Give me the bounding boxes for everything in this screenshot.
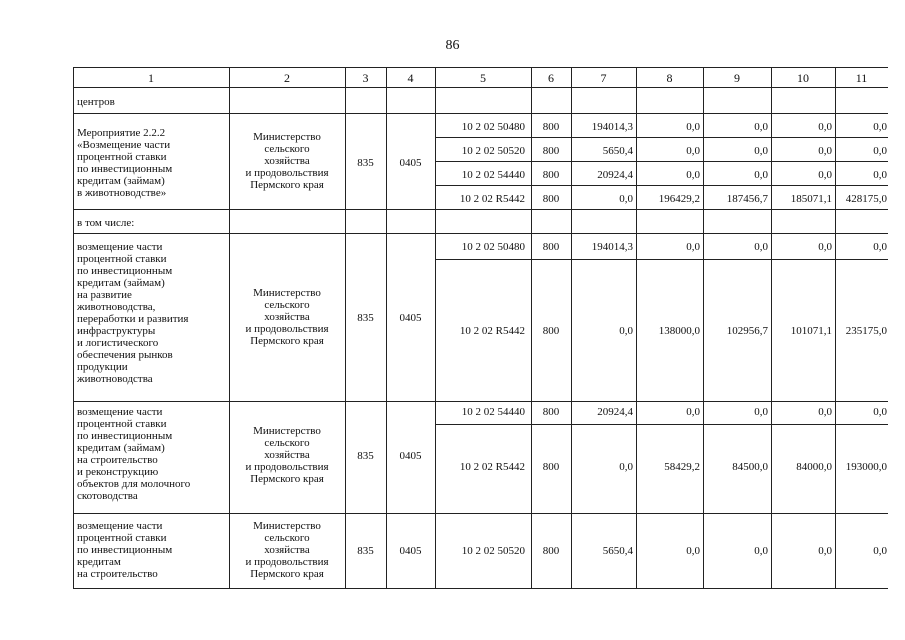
sub2-row-2-c10: 84000,0 <box>796 461 832 473</box>
sub2-row-2-c8: 58429,2 <box>664 461 700 473</box>
measure-ministry: сельского <box>264 143 310 155</box>
measure-row-1-c10: 0,0 <box>818 121 832 133</box>
measure-row-1-c8: 0,0 <box>686 121 700 133</box>
sub2-name: скотоводства <box>77 490 138 502</box>
header-cell-7: 7 <box>600 71 607 85</box>
measure-row-3-c10: 0,0 <box>818 169 832 181</box>
sub1-name: и логистического <box>77 337 159 349</box>
sub2-col4: 0405 <box>399 450 422 462</box>
header-cell-6: 6 <box>548 71 554 85</box>
measure-row-3-c9: 0,0 <box>754 169 768 181</box>
sub2-name: процентной ставки <box>77 418 167 430</box>
header-cell-3: 3 <box>362 71 369 85</box>
measure-row-3-c6: 800 <box>542 169 560 181</box>
measure-row-4-c11: 428175,0 <box>845 193 887 205</box>
sub3-name: возмещение части <box>77 520 163 532</box>
column-border <box>345 67 346 589</box>
sub3-name: по инвестиционным <box>77 544 173 556</box>
measure-row-2-c6: 800 <box>542 145 560 157</box>
measure-col3: 835 <box>357 157 374 169</box>
measure-row-2-c8: 0,0 <box>686 145 700 157</box>
sub1-row-2-c8: 138000,0 <box>658 325 700 337</box>
sub1-name: животноводства, <box>77 301 156 313</box>
sub2-row-1-c9: 0,0 <box>754 406 768 418</box>
measure-row-4-c7: 0,0 <box>619 193 633 205</box>
sub2-col3: 835 <box>357 450 374 462</box>
sub1-ministry: хозяйства <box>264 311 310 323</box>
measure-row-3-c7: 20924,4 <box>597 169 633 181</box>
sub3-row-1-c6: 800 <box>542 545 560 557</box>
measure-row-2-code: 10 2 02 50520 <box>461 145 525 157</box>
sub1-row-2-c6: 800 <box>542 325 560 337</box>
sub1-ministry: Пермского края <box>250 335 324 347</box>
sub3-ministry: сельского <box>264 532 310 544</box>
measure-row-3-c11: 0,0 <box>873 169 887 181</box>
measure-row-4-code: 10 2 02 R5442 <box>459 193 525 205</box>
header-cell-11: 11 <box>855 71 868 85</box>
header-cell-4: 4 <box>407 71 414 85</box>
measure-name: процентной ставки <box>77 151 167 163</box>
sub1-name: по инвестиционным <box>77 265 173 277</box>
sub1-row-2-c11: 235175,0 <box>845 325 887 337</box>
header-top-rule <box>73 67 888 68</box>
measure-ministry: Пермского края <box>250 179 324 191</box>
measure-row-1-c9: 0,0 <box>754 121 768 133</box>
sub2-row-2-c6: 800 <box>542 461 560 473</box>
measure-name: в животноводстве» <box>77 187 167 199</box>
sub1-row-1-c8: 0,0 <box>686 241 700 253</box>
measure-name: Мероприятие 2.2.2 <box>77 127 166 139</box>
measure-row-4-c9: 187456,7 <box>726 193 768 205</box>
sub3-name: на строительство <box>77 568 158 580</box>
sub2-row-1-c8: 0,0 <box>686 406 700 418</box>
row-rule <box>73 209 888 210</box>
sub1-row-1-c9: 0,0 <box>754 241 768 253</box>
sub3-row-1-code: 10 2 02 50520 <box>461 545 525 557</box>
sub1-ministry: Министерство <box>253 287 321 299</box>
sub3-ministry: Министерство <box>253 520 321 532</box>
sub1-name: возмещение части <box>77 241 163 253</box>
sub1-row-1-c10: 0,0 <box>818 241 832 253</box>
sub3-row-1-c11: 0,0 <box>873 545 887 557</box>
sub2-row-1-c10: 0,0 <box>818 406 832 418</box>
sub2-ministry: хозяйства <box>264 449 310 461</box>
subrow-rule <box>435 185 888 186</box>
subrow-rule <box>435 259 888 260</box>
sub3-name: процентной ставки <box>77 532 167 544</box>
sub1-name: переработки и развития <box>77 313 189 325</box>
measure-ministry: Министерство <box>253 131 321 143</box>
sub3-row-1-c8: 0,0 <box>686 545 700 557</box>
column-border <box>73 67 74 589</box>
sub2-row-2-c7: 0,0 <box>619 461 633 473</box>
measure-row-1-c6: 800 <box>542 121 560 133</box>
measure-row-4-c8: 196429,2 <box>658 193 700 205</box>
sub1-row-2-c7: 0,0 <box>619 325 633 337</box>
budget-table <box>73 67 888 589</box>
including-text: в том числе: <box>77 217 135 229</box>
sub2-ministry: сельского <box>264 437 310 449</box>
sub1-row-2-c9: 102956,7 <box>726 325 768 337</box>
header-cell-8: 8 <box>666 71 673 85</box>
sub2-row-1-c11: 0,0 <box>873 406 887 418</box>
measure-row-3-code: 10 2 02 54440 <box>461 169 525 181</box>
sub3-col3: 835 <box>357 545 374 557</box>
sub1-col3: 835 <box>357 312 374 324</box>
sub1-col4: 0405 <box>399 312 422 324</box>
header-cell-9: 9 <box>734 71 740 85</box>
table-bottom-rule <box>73 588 888 589</box>
sub2-name: кредитам (займам) <box>77 442 165 454</box>
measure-row-1-code: 10 2 02 50480 <box>461 121 525 133</box>
sub2-ministry: и продовольствия <box>245 461 329 473</box>
sub1-name: инфраструктуры <box>77 325 156 337</box>
measure-row-4-c10: 185071,1 <box>790 193 832 205</box>
measure-row-3-c8: 0,0 <box>686 169 700 181</box>
header-cell-10: 10 <box>797 71 809 85</box>
sub1-name: процентной ставки <box>77 253 167 265</box>
sub1-name: продукции <box>77 361 128 373</box>
measure-row-2-c7: 5650,4 <box>602 145 633 157</box>
header-cell-5: 5 <box>480 71 486 85</box>
sub2-ministry: Пермского края <box>250 473 324 485</box>
sub2-name: объектов для молочного <box>77 478 191 490</box>
sub2-name: по инвестиционным <box>77 430 173 442</box>
measure-ministry: хозяйства <box>264 155 310 167</box>
sub2-name: на строительство <box>77 454 158 466</box>
row-rule <box>73 401 888 402</box>
sub2-name: и реконструкцию <box>77 466 159 478</box>
sub3-ministry: хозяйства <box>264 544 310 556</box>
sub2-row-2-c9: 84500,0 <box>732 461 768 473</box>
measure-row-2-c9: 0,0 <box>754 145 768 157</box>
row-rule <box>73 513 888 514</box>
sub1-ministry: и продовольствия <box>245 323 329 335</box>
sub2-row-2-code: 10 2 02 R5442 <box>459 461 525 473</box>
sub3-col4: 0405 <box>399 545 422 557</box>
sub1-row-1-code: 10 2 02 50480 <box>461 241 525 253</box>
sub1-name: на развитие <box>77 289 132 301</box>
measure-row-4-c6: 800 <box>542 193 560 205</box>
header-cell-2: 2 <box>284 71 290 85</box>
subrow-rule <box>435 161 888 162</box>
sub1-row-2-code: 10 2 02 R5442 <box>459 325 525 337</box>
measure-row-2-c11: 0,0 <box>873 145 887 157</box>
sub1-name: кредитам (займам) <box>77 277 165 289</box>
sub1-name: обеспечения рынков <box>77 349 173 361</box>
sub2-name: возмещение части <box>77 406 163 418</box>
sub3-row-1-c7: 5650,4 <box>602 545 633 557</box>
sub3-name: кредитам <box>77 556 121 568</box>
sub2-row-1-c7: 20924,4 <box>597 406 633 418</box>
header-cell-1: 1 <box>148 71 154 85</box>
measure-ministry: и продовольствия <box>245 167 329 179</box>
measure-name: по инвестиционным <box>77 163 173 175</box>
sub3-row-1-c9: 0,0 <box>754 545 768 557</box>
sub1-name: животноводства <box>77 373 153 385</box>
sub1-row-1-c6: 800 <box>542 241 560 253</box>
subrow-rule <box>435 137 888 138</box>
sub1-row-1-c11: 0,0 <box>873 241 887 253</box>
sub1-ministry: сельского <box>264 299 310 311</box>
sub3-ministry: Пермского края <box>250 568 324 580</box>
row-rule <box>73 233 888 234</box>
sub2-ministry: Министерство <box>253 425 321 437</box>
sub2-row-1-code: 10 2 02 54440 <box>461 406 525 418</box>
sub3-ministry: и продовольствия <box>245 556 329 568</box>
sub1-row-1-c7: 194014,3 <box>591 241 633 253</box>
subrow-rule <box>435 424 888 425</box>
row-rule <box>73 113 888 114</box>
measure-row-1-c11: 0,0 <box>873 121 887 133</box>
column-border <box>386 67 387 589</box>
measure-name: «Возмещение части <box>77 139 171 151</box>
measure-name: кредитам (займам) <box>77 175 165 187</box>
intro-text: центров <box>77 96 115 108</box>
page-number: 86 <box>445 38 460 53</box>
sub1-row-2-c10: 101071,1 <box>790 325 832 337</box>
measure-row-2-c10: 0,0 <box>818 145 832 157</box>
measure-row-1-c7: 194014,3 <box>591 121 633 133</box>
sub3-row-1-c10: 0,0 <box>818 545 832 557</box>
sub2-row-1-c6: 800 <box>542 406 560 418</box>
header-bottom-rule <box>73 87 888 88</box>
sub2-row-2-c11: 193000,0 <box>845 461 887 473</box>
measure-col4: 0405 <box>399 157 422 169</box>
